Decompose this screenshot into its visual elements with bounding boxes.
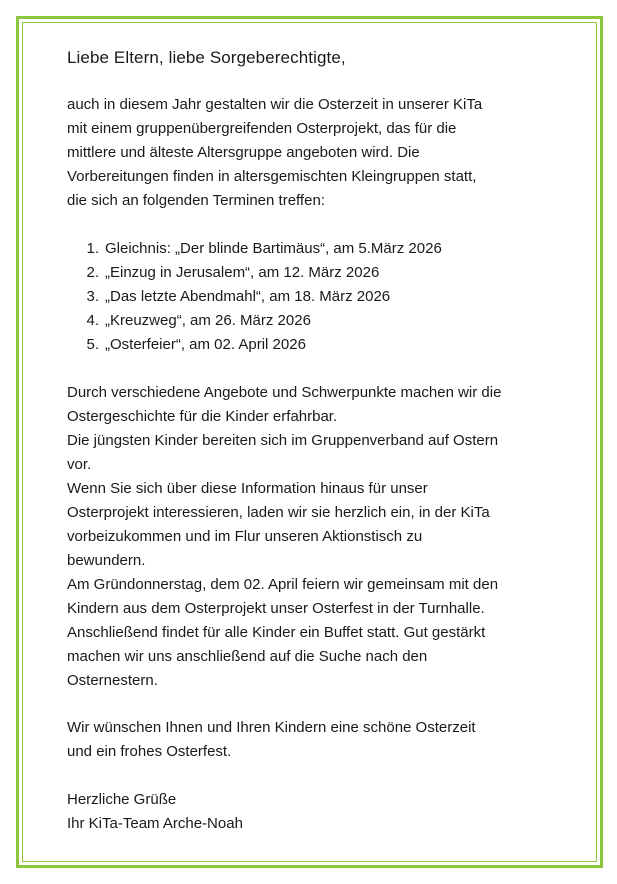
body-line: Osternestern. <box>67 672 158 689</box>
body-line: Anschließend findet für alle Kinder ein Buffet statt. Gut gestärkt <box>67 624 486 641</box>
body-line: Kindern aus dem Osterprojekt unser Osterfest in der Turnhalle. <box>67 600 485 617</box>
event-number: 1. <box>86 240 99 257</box>
greeting-heading: Liebe Eltern, liebe Sorgeberechtigte, <box>67 48 346 67</box>
body-line: vorbeizukommen und im Flur unseren Aktionstisch zu <box>67 528 423 545</box>
body-line: Durch verschiedene Angebote und Schwerpunkte machen wir die <box>67 384 502 401</box>
event-text: „Das letzte Abendmahl“, am 18. März 2026 <box>105 288 391 305</box>
wishes-paragraph <box>67 716 476 764</box>
body-line: bewundern. <box>67 552 146 569</box>
body-line: Am Gründonnerstag, dem 02. April feiern wir gemeinsam mit den <box>67 576 499 593</box>
event-item <box>67 237 442 261</box>
event-item <box>67 333 442 357</box>
body-paragraph <box>67 381 501 693</box>
closing-text: Herzliche Grüße <box>67 791 177 808</box>
event-number: 2. <box>86 264 99 281</box>
body-line: Die jüngsten Kinder bereiten sich im Gruppenverband auf Ostern <box>67 432 499 449</box>
intro-line: Vorbereitungen finden in altersgemischten Kleingruppen statt, <box>67 168 477 185</box>
event-item <box>67 309 442 333</box>
event-text: „Osterfeier“, am 02. April 2026 <box>105 336 306 353</box>
event-list <box>67 237 442 357</box>
event-text: „Kreuzweg“, am 26. März 2026 <box>105 312 311 329</box>
event-number: 5. <box>86 336 99 353</box>
event-text: „Einzug in Jerusalem“, am 12. März 2026 <box>105 264 380 281</box>
intro-line: die sich an folgenden Terminen treffen: <box>67 192 325 209</box>
body-line: Ostergeschichte für die Kinder erfahrbar. <box>67 408 338 425</box>
body-line: machen wir uns anschließend auf die Suche nach den <box>67 648 428 665</box>
signature-text: Ihr KiTa-Team Arche-Noah <box>67 815 243 832</box>
intro-line: auch in diesem Jahr gestalten wir die Osterzeit in unserer KiTa <box>67 96 483 113</box>
event-item <box>67 261 442 285</box>
body-line: Wenn Sie sich über diese Information hinaus für unser <box>67 480 428 497</box>
event-number: 3. <box>86 288 99 305</box>
intro-line: mit einem gruppenübergreifenden Osterprojekt, das für die <box>67 120 457 137</box>
wishes-line: und ein frohes Osterfest. <box>67 743 232 760</box>
intro-paragraph <box>67 93 482 213</box>
body-line: vor. <box>67 456 92 473</box>
body-line: Osterprojekt interessieren, laden wir sie herzlich ein, in der KiTa <box>67 504 490 521</box>
event-number: 4. <box>86 312 99 329</box>
event-item <box>67 285 442 309</box>
event-text: Gleichnis: „Der blinde Bartimäus“, am 5.März 2026 <box>105 240 442 257</box>
intro-line: mittlere und älteste Altersgruppe angeboten wird. Die <box>67 144 420 161</box>
wishes-line: Wir wünschen Ihnen und Ihren Kindern eine schöne Osterzeit <box>67 719 476 736</box>
closing-block <box>67 788 243 836</box>
